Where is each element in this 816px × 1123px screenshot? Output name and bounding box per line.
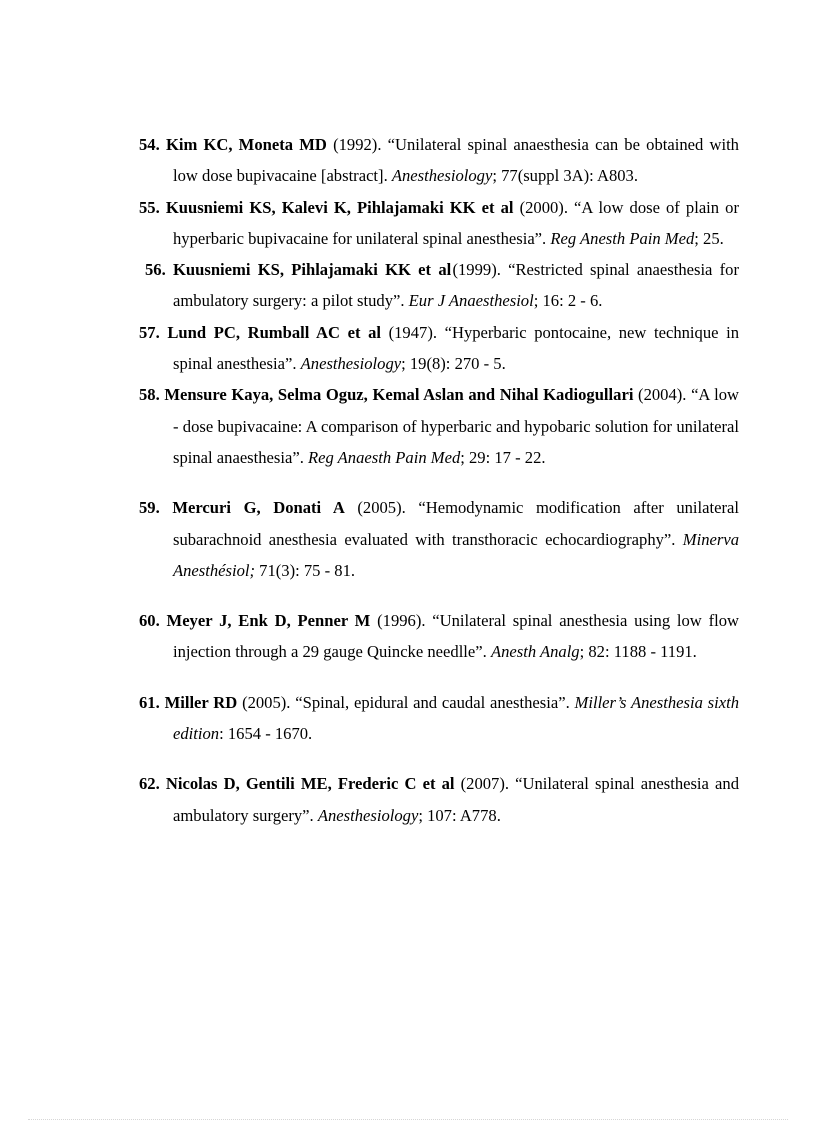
reference-text: (2005). “Hemodynamic modification after unilateral subarachnoid anesthesia evaluated with transthoracic echocardiography”. [173, 498, 739, 549]
reference-54 [139, 129, 739, 192]
reference-citation: ; 77(suppl 3A): A803. [492, 166, 639, 186]
reference-journal: Anesth Analg [490, 642, 580, 662]
reference-56 [139, 254, 739, 317]
reference-number: 57. [139, 322, 160, 342]
reference-citation: ; 29: 17 - 22. [460, 447, 546, 467]
reference-list [139, 129, 739, 831]
reference-authors: Mercuri G, Donati A [172, 498, 345, 518]
reference-number: 62. [139, 774, 160, 794]
reference-body [145, 260, 451, 279]
reference-journal: Anesthesiology [391, 166, 493, 186]
reference-57 [139, 317, 739, 380]
reference-number: 59. [139, 498, 160, 518]
reference-text: (2005). “Spinal, epidural and caudal anesthesia”. [237, 692, 575, 712]
reference-62 [139, 768, 739, 831]
reference-citation: ; 82: 1188 - 1191. [579, 642, 697, 662]
reference-number: 54. [139, 135, 160, 154]
reference-authors: Lund PC, Rumball AC et al [167, 322, 382, 342]
reference-citation: ; 107: A778. [418, 805, 501, 825]
reference-55 [139, 192, 739, 255]
page-footer-divider [28, 1119, 788, 1120]
reference-authors: Nicolas D, Gentili ME, Frederic C et al [165, 774, 455, 794]
reference-text: (1996). “Unilateral spinal anesthesia using low flow injection through a 29 gauge Quincke needlle”. [173, 611, 739, 662]
reference-journal: Reg Anaesth Pain Med [308, 447, 461, 467]
reference-journal: Minerva Anesthésiol; [173, 529, 739, 580]
reference-number: 55. [139, 197, 160, 217]
reference-authors: Meyer J, Enk D, Penner M [166, 611, 371, 631]
reference-authors: Miller RD [164, 692, 238, 712]
reference-citation: : 1654 - 1670. [219, 724, 313, 744]
reference-journal: Anesthesiology [300, 354, 402, 374]
reference-citation: ; 16: 2 - 6. [533, 291, 603, 311]
reference-number: 56. [145, 260, 166, 280]
reference-citation: ; 25. [694, 228, 724, 248]
reference-authors: Kuusniemi KS, Kalevi K, Pihlajamaki KK et al [165, 197, 514, 217]
reference-text: (1992). “Unilateral spinal anaesthesia can be obtained with low dose bupivacaine [abstract]. [173, 135, 739, 186]
reference-citation: 71(3): 75 - 81. [255, 560, 356, 580]
reference-journal: Eur J Anaesthesiol [408, 291, 534, 311]
reference-text: (1999). “Restricted spinal anaesthesia for ambulatory surgery: a pilot study”. [173, 260, 740, 311]
reference-journal: Anesthesiology [317, 805, 419, 825]
reference-authors: Kuusniemi KS, Pihlajamaki KK et al [173, 260, 452, 280]
reference-61 [139, 687, 739, 750]
reference-59 [139, 492, 739, 586]
reference-text: (2004). “A low - dose bupivacaine: A comparison of hyperbaric and hypobaric solution for unilateral spinal anaesthesia”. [173, 385, 740, 467]
reference-journal: Miller’s Anesthesia sixth edition [173, 692, 740, 744]
reference-58 [139, 379, 739, 473]
reference-citation: ; 19(8): 270 - 5. [401, 354, 506, 374]
reference-number: 61. [139, 692, 160, 712]
reference-text: (2007). “Unilateral spinal anesthesia and ambulatory surgery”. [173, 774, 739, 825]
reference-text: (1947). “Hyperbaric pontocaine, new technique in spinal anesthesia”. [173, 322, 739, 374]
reference-authors: Mensure Kaya, Selma Oguz, Kemal Aslan and Nihal Kadiogullari [164, 385, 634, 405]
reference-number: 60. [139, 611, 160, 631]
reference-60 [139, 605, 739, 668]
reference-number: 58. [139, 385, 160, 405]
reference-journal: Reg Anesth Pain Med [550, 228, 695, 248]
reference-authors: Kim KC, Moneta MD [165, 135, 327, 154]
reference-text: (2000). “A low dose of plain or hyperbaric bupivacaine for unilateral spinal anesthesia”. [173, 197, 739, 248]
